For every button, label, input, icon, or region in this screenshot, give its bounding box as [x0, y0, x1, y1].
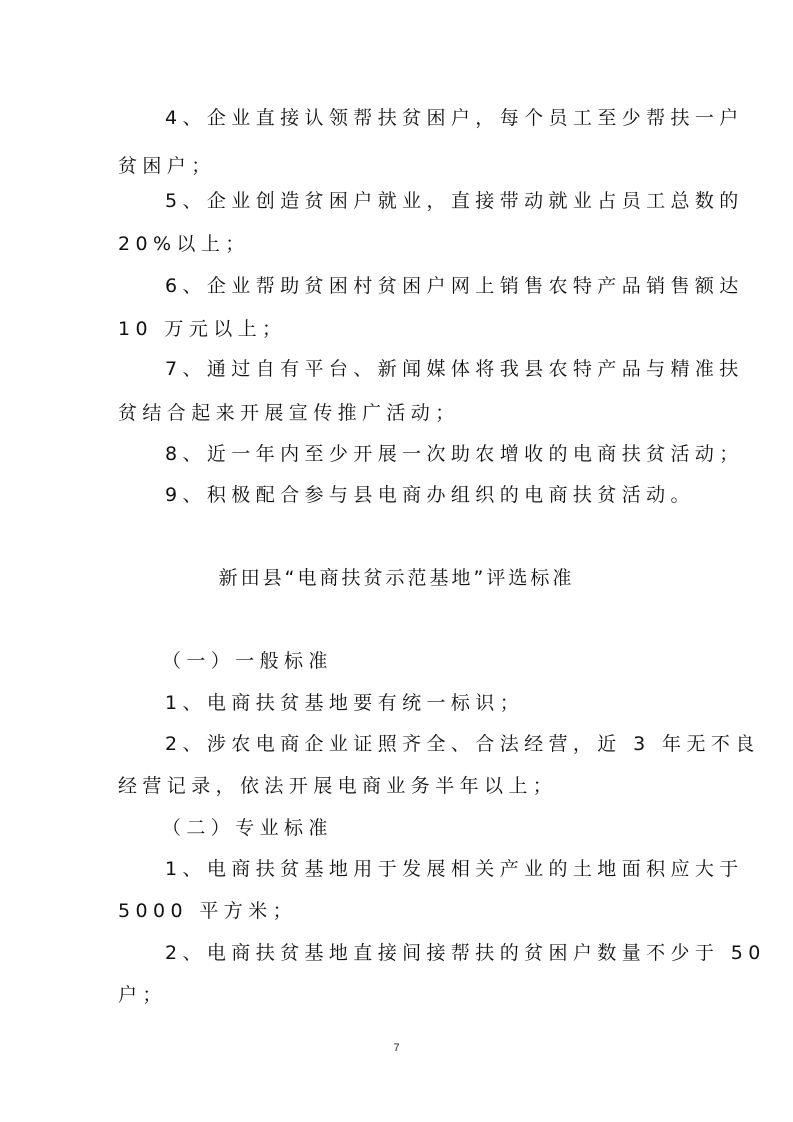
professional-standards-heading: （二）专业标准: [162, 817, 333, 839]
general-standard-2-line-1: 2、涉农电商企业证照齐全、合法经营，近 3 年无不良: [165, 733, 760, 755]
general-standard-2-line-2: 经营记录，依法开展电商业务半年以上；: [118, 775, 558, 797]
professional-standard-1-line-1: 1、电商扶贫基地用于发展相关产业的土地面积应大于: [165, 858, 744, 880]
criterion-5-line-1: 5、企业创造贫困户就业，直接带动就业占员工总数的: [165, 190, 744, 212]
criterion-7-line-1: 7、通过自有平台、新闻媒体将我县农特产品与精准扶: [165, 358, 744, 380]
criterion-8-line: 8、近一年内至少开展一次助农增收的电商扶贫活动；: [165, 443, 744, 465]
general-standard-1-line: 1、电商扶贫基地要有统一标识；: [165, 692, 525, 714]
criterion-4-line-2: 贫困户；: [118, 155, 216, 177]
criterion-5-line-2: 20%以上；: [118, 233, 250, 255]
criterion-6-line-2: 10 万元以上；: [118, 318, 287, 340]
section-heading: 新田县“电商扶贫示范基地”评选标准: [218, 567, 575, 589]
general-standards-heading: （一）一般标准: [162, 650, 333, 672]
criterion-9-line: 9、积极配合参与县电商办组织的电商扶贫活动。: [165, 484, 695, 506]
professional-standard-2-line-1: 2、电商扶贫基地直接间接帮扶的贫困户数量不少于 50: [165, 942, 766, 964]
criterion-6-line-1: 6、企业帮助贫困村贫困户网上销售农特产品销售额达: [165, 275, 744, 297]
professional-standard-1-line-2: 5000 平方米；: [118, 900, 297, 922]
page-number: 7: [393, 1042, 400, 1054]
professional-standard-2-line-2: 户；: [118, 984, 167, 1006]
criterion-7-line-2: 贫结合起来开展宣传推广活动；: [118, 402, 460, 424]
criterion-4-line-1: 4、企业直接认领帮扶贫困户，每个员工至少帮扶一户: [165, 107, 744, 129]
